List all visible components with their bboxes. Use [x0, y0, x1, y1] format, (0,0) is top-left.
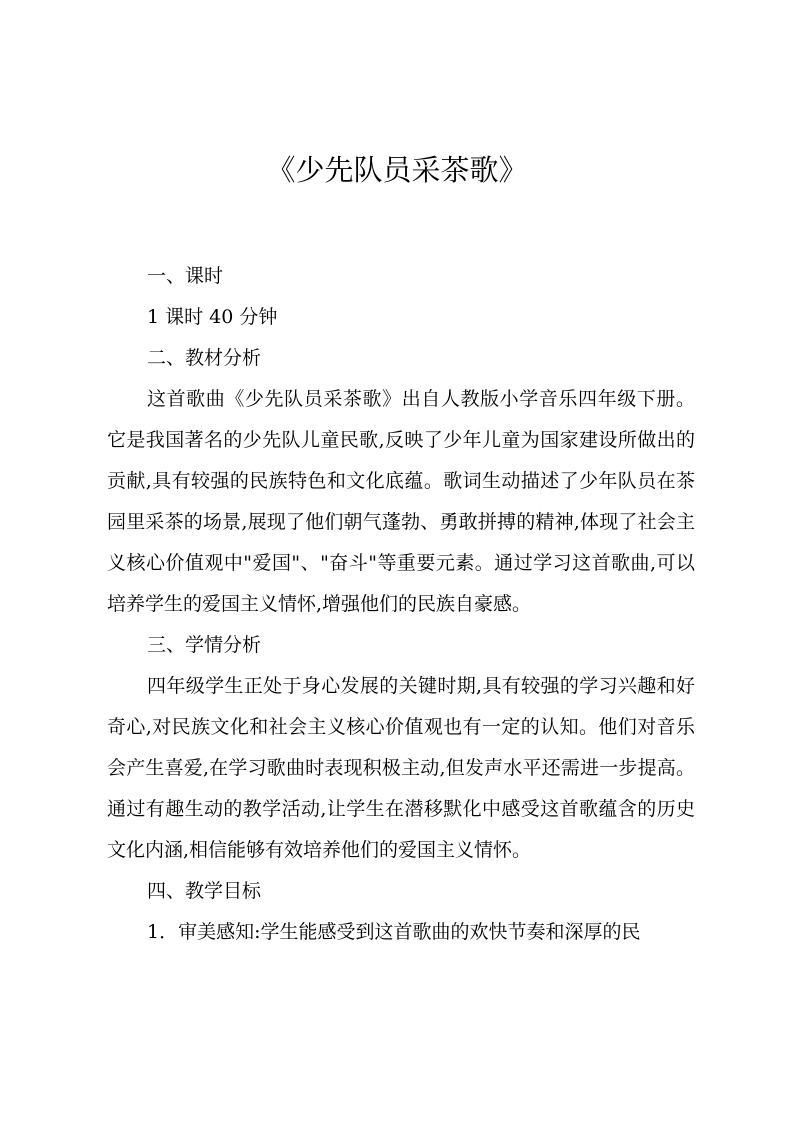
student-analysis-paragraph: 四年级学生正处于身心发展的关键时期,具有较强的学习兴趣和好奇心,对民族文化和社会主义核心价值观也有一定的认知。他们对音乐会产生喜爱,在学习歌曲时表现积极主动,但发声水平还需进一步提高。通过有趣生动的教学活动,让学生在潜移默化中感受这首歌蕴含的历史文化内涵,相信能够有效培养他们的爱国主义情怀。: [107, 675, 695, 861]
section-heading-class-hours: 一、课时: [147, 265, 224, 287]
document-title: 《少先队员采茶歌》: [266, 153, 528, 187]
section-heading-student-analysis: 三、学情分析: [147, 634, 262, 656]
section-heading-teaching-goals: 四、教学目标: [147, 880, 262, 902]
textbook-analysis-paragraph: 这首歌曲《少先队员采茶歌》出自人教版小学音乐四年级下册。它是我国著名的少先队儿童民歌,反映了少年儿童为国家建设所做出的贡献,具有较强的民族特色和文化底蕴。歌词生动描述了少年队员在茶园里采茶的场景,展现了他们朝气蓬勃、勇敢拼搏的精神,体现了社会主义核心价值观中"爱国"、"奋斗"等重要元素。通过学习这首歌曲,可以培养学生的爱国主义情怀,增强他们的民族自豪感。: [107, 388, 695, 615]
document-content: [107, 256, 695, 953]
class-hours-text: 1 课时 40 分钟: [147, 306, 278, 328]
section-heading-textbook-analysis: 二、教材分析: [147, 347, 262, 369]
teaching-goal-item-1: 1．审美感知:学生能感受到这首歌曲的欢快节奏和深厚的民: [147, 921, 641, 943]
